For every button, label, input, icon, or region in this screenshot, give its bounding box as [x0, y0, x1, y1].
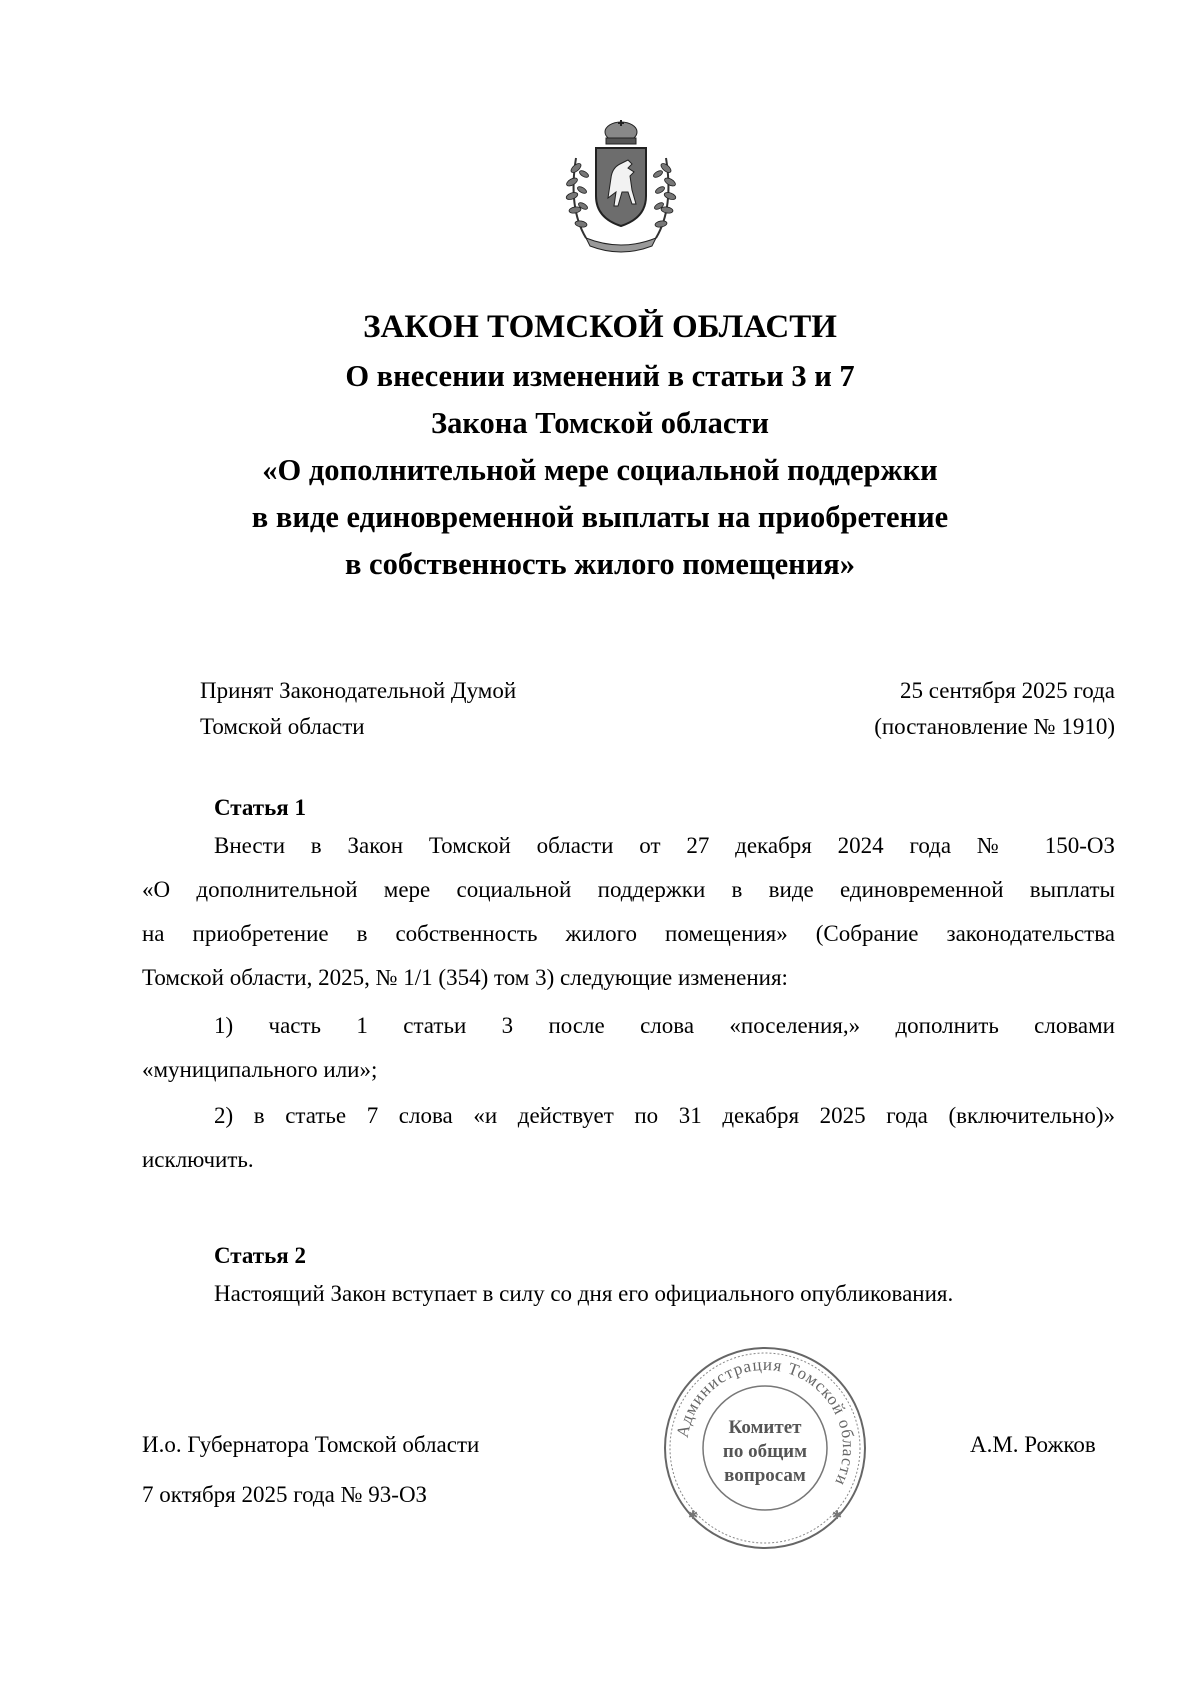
- article-2-heading: Статья 2: [214, 1243, 306, 1268]
- stamp-center-line: Комитет: [728, 1417, 802, 1438]
- svg-text:✱: ✱: [688, 1508, 699, 1522]
- adoption-date: [800, 673, 1115, 745]
- text-line: «муниципального или»;: [142, 1057, 378, 1082]
- text-line: Внести в Закон Томской области от 27 декабря 2024 года № 150-ОЗ: [214, 833, 1115, 858]
- adoption-body: [200, 673, 516, 745]
- text-line: 2) в статье 7 слова «и действует по 31 декабря 2025 года (включительно)»: [214, 1103, 1115, 1128]
- law-title-block: [0, 303, 1200, 588]
- tomsk-region-coat-of-arms-icon: [556, 118, 686, 258]
- text-line: «О дополнительной мере социальной поддержки в виде единовременной выплаты: [142, 877, 1115, 902]
- article-1-item-1: [142, 1004, 1115, 1092]
- signatory-position: И.о. Губернатора Томской области: [142, 1432, 480, 1457]
- adoption-body-line: Томской области: [200, 714, 365, 739]
- adoption-date-line: 25 сентября 2025 года: [900, 678, 1115, 703]
- stamp-ring-text: Администрация Томской области: [672, 1354, 859, 1490]
- law-subtitle-line: О внесении изменений в статьи 3 и 7: [345, 359, 855, 393]
- article-1-heading: Статья 1: [214, 795, 306, 820]
- article-1-intro: [142, 824, 1115, 1000]
- article-2-text: [142, 1272, 1115, 1316]
- text-line: Настоящий Закон вступает в силу со дня его официального опубликования.: [214, 1281, 954, 1306]
- stamp-center-line: по общим: [722, 1441, 808, 1462]
- law-subtitle-line: в собственность жилого помещения»: [344, 547, 856, 581]
- text-line: исключить.: [142, 1147, 254, 1172]
- law-subtitle-line: в виде единовременной выплаты на приобретение: [251, 500, 949, 534]
- text-line: Томской области, 2025, № 1/1 (354) том 3) следующие изменения:: [142, 965, 788, 990]
- law-subtitle-line: Закона Томской области: [431, 406, 769, 440]
- adoption-resolution-line: (постановление № 1910): [874, 714, 1115, 739]
- adoption-body-line: Принят Законодательной Думой: [200, 678, 517, 703]
- text-line: на приобретение в собственность жилого помещения» (Собрание законодательства: [142, 921, 1115, 946]
- official-stamp: [660, 1343, 870, 1553]
- article-1-item-2: [142, 1094, 1115, 1182]
- law-subtitle-line: «О дополнительной мере социальной поддержки: [262, 453, 938, 487]
- law-title: ЗАКОН ТОМСКОЙ ОБЛАСТИ: [363, 309, 837, 345]
- signatory-name: А.М. Рожков: [970, 1432, 1096, 1457]
- svg-text:✱: ✱: [832, 1508, 843, 1522]
- law-date-number: 7 октября 2025 года № 93-ОЗ: [142, 1482, 428, 1507]
- text-line: 1) часть 1 статьи 3 после слова «поселения,» дополнить словами: [214, 1013, 1115, 1038]
- stamp-center-line: вопросам: [724, 1465, 806, 1486]
